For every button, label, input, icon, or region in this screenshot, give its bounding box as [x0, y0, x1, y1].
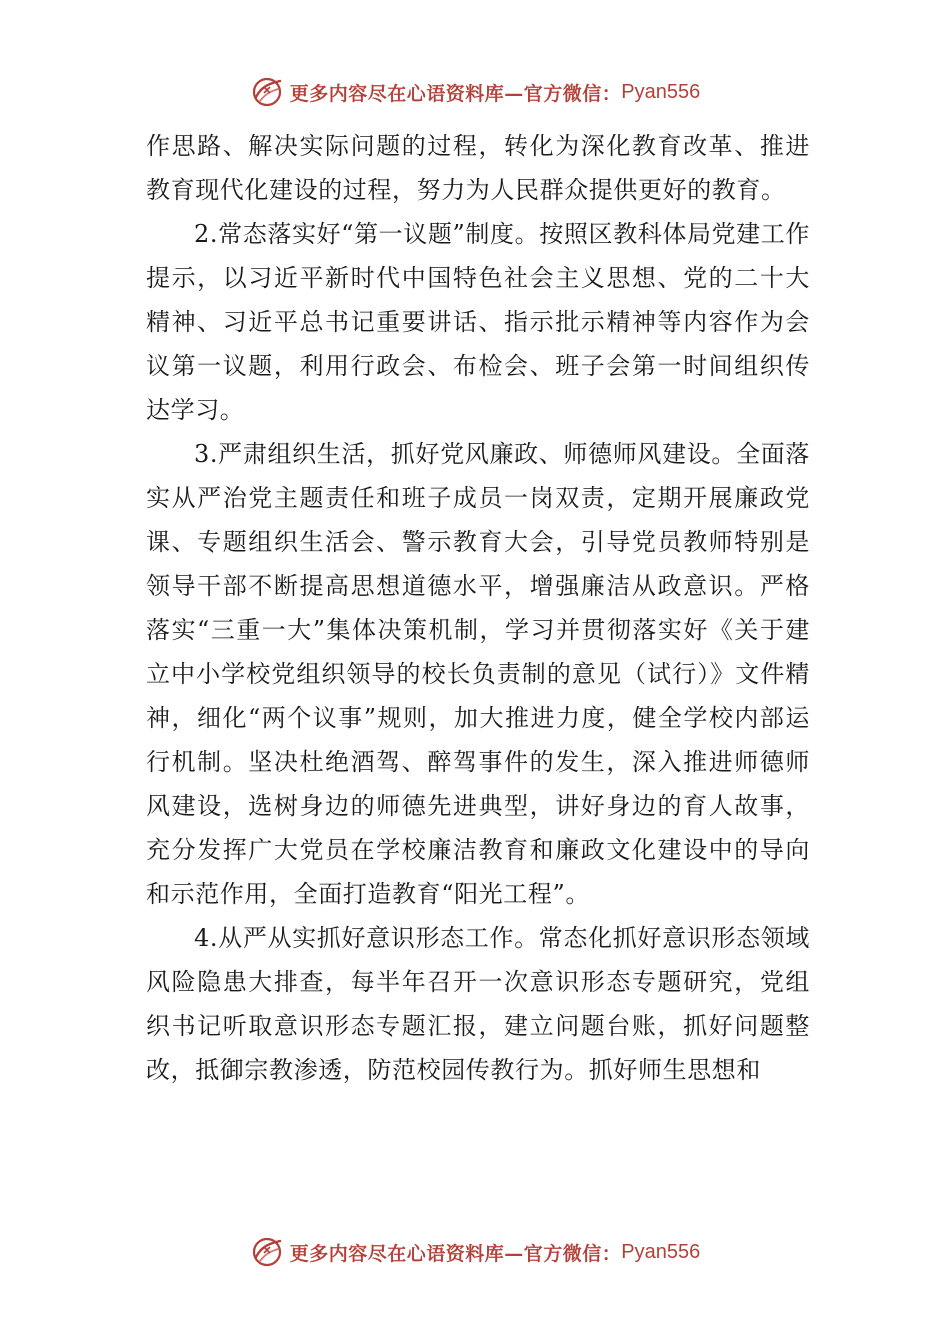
body-paragraph-2: 2.常态落实好“第一议题”制度。按照区教科体局党建工作提示，以习近平新时代中国特色社会主义思想、党的二十大精神、习近平总书记重要讲话、指示批示精神等内容作为会议第一议题，利用行政会、布检会、班子会第一时间组织传达学习。 [146, 220, 810, 424]
footer-banner-account: Pyan556 [621, 1240, 701, 1263]
header-banner-text: 更多内容尽在心语资料库—官方微信： [289, 82, 622, 105]
red-swirl-logo-icon [250, 1235, 284, 1269]
header-banner-account: Pyan556 [621, 80, 701, 103]
body-paragraph-4: 4.从严从实抓好意识形态工作。常态化抓好意识形态领域风险隐患大排查，每半年召开一次意识形态专题研究，党组织书记听取意识形态专题汇报，建立问题台账，抓好问题整改，抵御宗教渗透，防范校园传教行为。抓好师生思想和 [146, 924, 810, 1084]
document-body [146, 124, 810, 1092]
footer-banner [0, 1232, 950, 1272]
red-swirl-logo-icon [250, 75, 284, 109]
footer-banner-text: 更多内容尽在心语资料库—官方微信： [289, 1242, 622, 1265]
body-paragraph-1: 作思路、解决实际问题的过程，转化为深化教育改革、推进教育现代化建设的过程，努力为人民群众提供更好的教育。 [146, 132, 810, 204]
header-banner [0, 72, 950, 112]
body-paragraph-3: 3.严肃组织生活，抓好党风廉政、师德师风建设。全面落实从严治党主题责任和班子成员一岗双责，定期开展廉政党课、专题组织生活会、警示教育大会，引导党员教师特别是领导干部不断提高思想道德水平，增强廉洁从政意识。严格落实“三重一大”集体决策机制，学习并贯彻落实好《关于建立中小学校党组织领导的校长负责制的意见（试行）》文件精神，细化“两个议事”规则，加大推进力度，健全学校内部运行机制。坚决杜绝酒驾、醉驾事件的发生，深入推进师德师风建设，选树身边的师德先进典型，讲好身边的育人故事，充分发挥广大党员在学校廉洁教育和廉政文化建设中的导向和示范作用，全面打造教育“阳光工程”。 [146, 440, 810, 908]
